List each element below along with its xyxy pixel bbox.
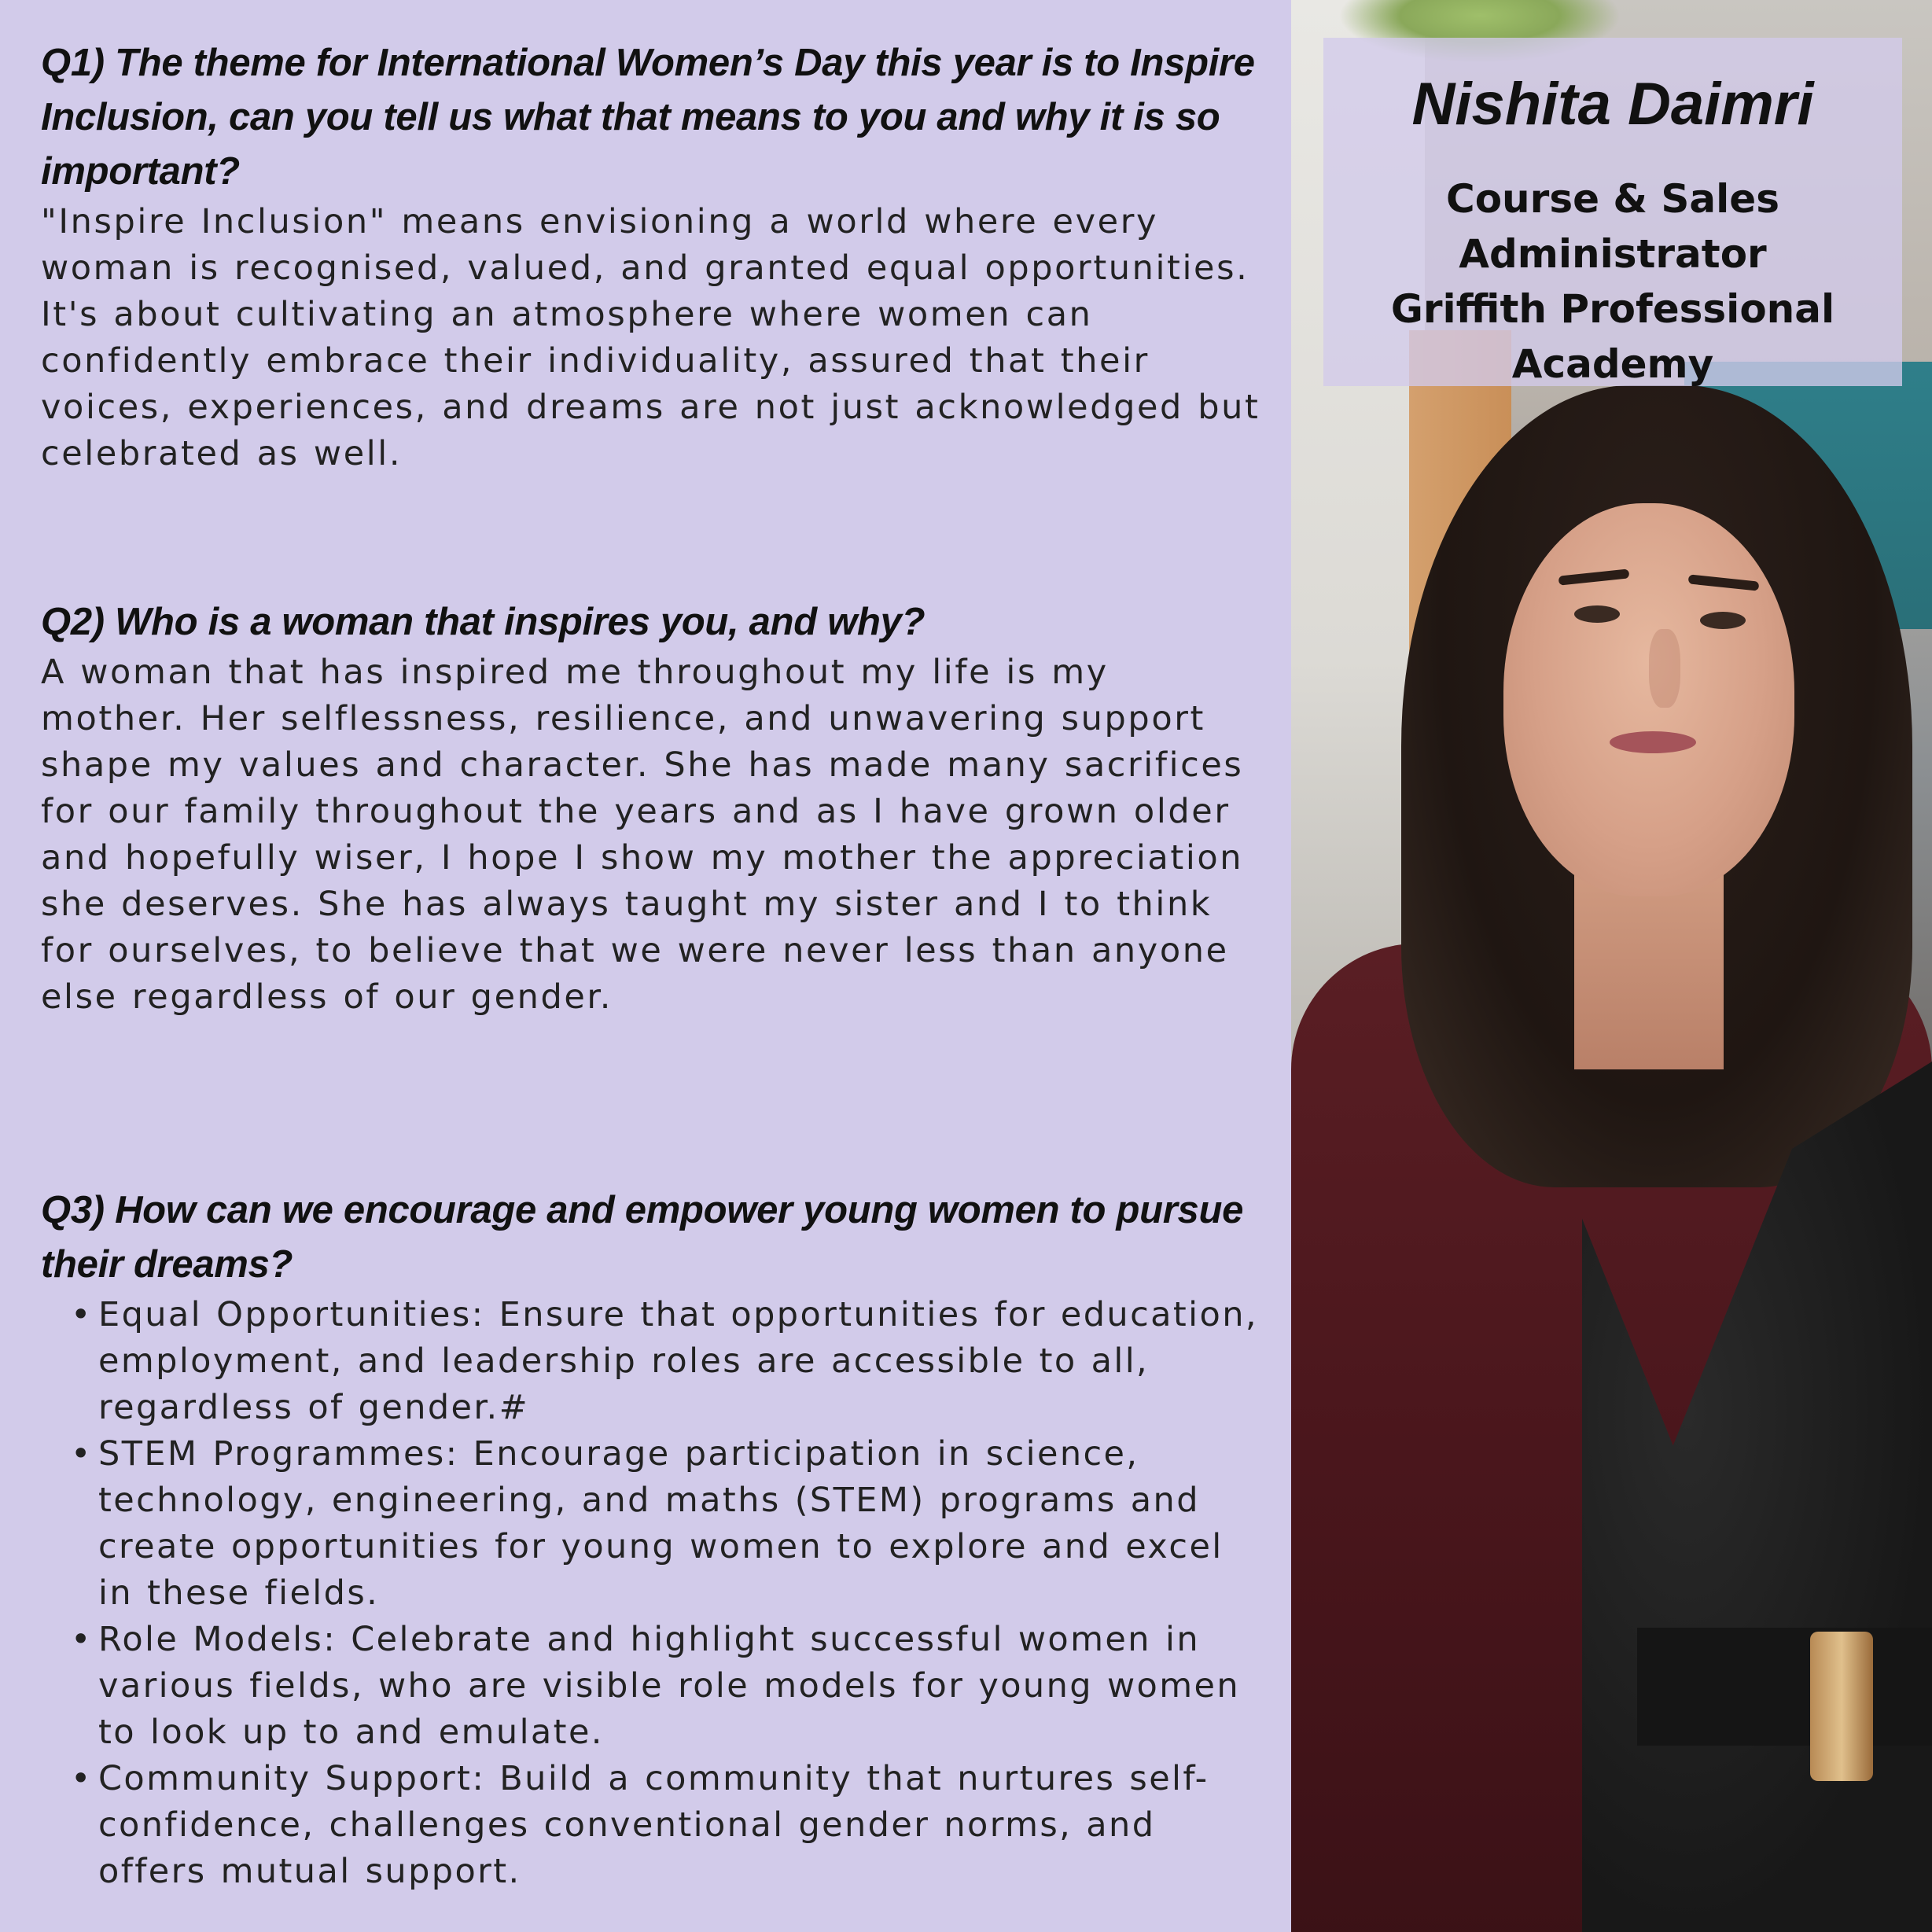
list-item — [41, 1292, 1268, 1431]
bullet-list — [41, 1292, 1268, 1895]
photo-buckle — [1810, 1632, 1873, 1781]
bullet-text: Equal Opportunities: Ensure that opportunities for education, employment, and leadership roles are accessible to all, regardless of gender.# — [98, 1295, 1258, 1427]
answer-1: "Inspire Inclusion" means envisioning a world where every woman is recognised, valued, and granted equal opportunities. It's about cultivating an atmosphere where women can confidently embrace their individuality, assured that their voices, experiences, and dreams are not just acknowledged but celebrated as well. — [41, 202, 1260, 473]
question-1: Q1) The theme for International Women’s Day this year is to Inspire Inclusion, can you tell us what that means to you and why it is so important? — [41, 42, 1255, 193]
person-name: Nishita Daimri — [1411, 71, 1814, 138]
name-card — [1323, 38, 1902, 386]
question-block-1 — [41, 36, 1268, 477]
question-block-2 — [41, 595, 1268, 1021]
bullet-icon: • — [71, 1295, 93, 1334]
photo-neck — [1574, 873, 1724, 1069]
list-item — [41, 1431, 1268, 1617]
photo-lips — [1610, 731, 1696, 753]
person-role — [1323, 171, 1902, 392]
bullet-text: Community Support: Build a community that nurtures self-confidence, challenges conventional gender norms, and offers mutual support. — [98, 1759, 1209, 1891]
bullet-text: STEM Programmes: Encourage participation in science, technology, engineering, and maths (STEM) programs and create opportunities for young women to explore and excel in these fields. — [98, 1434, 1224, 1613]
list-item — [41, 1617, 1268, 1756]
question-3: Q3) How can we encourage and empower young women to pursue their dreams? — [41, 1189, 1244, 1286]
role-line: Administrator — [1459, 231, 1767, 277]
photo-belt — [1637, 1628, 1932, 1746]
question-2: Q2) Who is a woman that inspires you, and why? — [41, 601, 926, 643]
question-block-3 — [41, 1183, 1268, 1895]
bullet-icon: • — [71, 1759, 93, 1798]
role-line: Course & Sales — [1446, 176, 1779, 222]
list-item — [41, 1756, 1268, 1895]
photo-nose — [1649, 629, 1680, 708]
photo-face — [1503, 503, 1794, 896]
role-line: Griffith Professional — [1390, 286, 1835, 332]
bullet-icon: • — [71, 1434, 93, 1474]
answer-2: A woman that has inspired me throughout my life is my mother. Her selflessness, resilience, and unwavering support shape my values and character. She has made many sacrifices for our family throughout the years and as I have grown older and hopefully wiser, I hope I show my mother the appreciation she deserves. She has always taught my sister and I to think for ourselves, to believe that we were never less than anyone else regardless of our gender. — [41, 653, 1244, 1017]
photo-eye — [1700, 612, 1746, 629]
bullet-text: Role Models: Celebrate and highlight successful women in various fields, who are visible role models for young women to look up to and emulate. — [98, 1620, 1241, 1752]
bullet-icon: • — [71, 1620, 93, 1659]
role-line: Academy — [1511, 341, 1714, 387]
photo-eye — [1574, 605, 1620, 623]
